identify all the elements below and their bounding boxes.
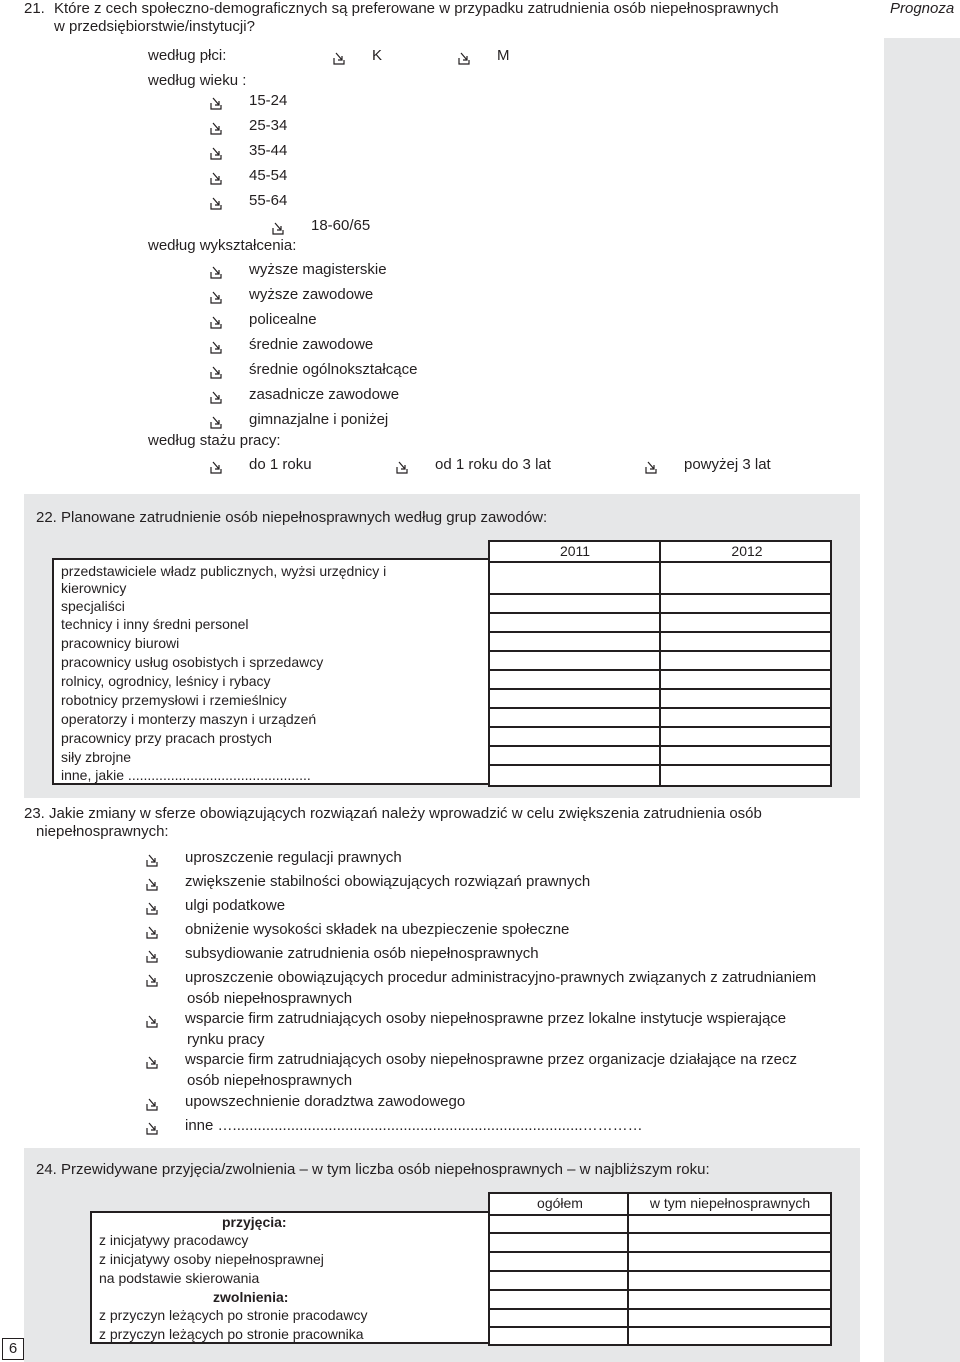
q21-title-line2: w przedsiębiorstwie/instytucji?	[54, 18, 255, 35]
q22-row-label: pracownicy przy pracach prostych	[61, 730, 272, 746]
checkbox-icon[interactable]	[210, 415, 226, 429]
q23-option: uproszczenie regulacji prawnych	[185, 849, 402, 866]
q23-option: wsparcie firm zatrudniających osoby niepełnosprawne przez lokalne instytucje wspierające	[185, 1010, 787, 1027]
q23-option: obniżenie wysokości składek na ubezpieczenie społeczne	[185, 921, 570, 938]
age-option: 25-34	[249, 117, 288, 134]
q22-row-label: robotnicy przemysłowi i rzemieślnicy	[61, 692, 287, 708]
checkbox-icon[interactable]	[396, 460, 412, 474]
q24-layoffs-label: zwolnienia:	[213, 1289, 289, 1305]
education-option: średnie zawodowe	[249, 336, 374, 353]
checkbox-icon[interactable]	[210, 365, 226, 379]
q22-row-label: pracownicy usług osobistych i sprzedawcy	[61, 654, 324, 670]
q22-row-label: przedstawiciele władz publicznych, wyżsi urzędnicy i	[61, 563, 387, 579]
checkbox-icon[interactable]	[210, 171, 226, 185]
checkbox-icon[interactable]	[210, 290, 226, 304]
checkbox-icon[interactable]	[146, 925, 162, 939]
q22-row-label: specjaliści	[61, 598, 125, 614]
q22-row-label: kierownicy	[61, 580, 127, 596]
checkbox-icon[interactable]	[210, 146, 226, 160]
checkbox-icon[interactable]	[210, 390, 226, 404]
q23-title-line2: niepełnosprawnych:	[36, 823, 169, 840]
checkbox-icon[interactable]	[146, 973, 162, 987]
checkbox-icon[interactable]	[146, 901, 162, 915]
q23-option: subsydiowanie zatrudnienia osób niepełnosprawnych	[185, 945, 539, 962]
q23-option-cont: rynku pracy	[187, 1031, 265, 1048]
page-number: 6	[2, 1338, 24, 1360]
checkbox-icon[interactable]	[333, 51, 349, 65]
age-option: 45-54	[249, 167, 288, 184]
age-option: 18-60/65	[311, 217, 371, 234]
age-option: 15-24	[249, 92, 288, 109]
q23-option: inne …....................................................................................…………	[185, 1117, 643, 1134]
gender-label: według płci:	[148, 47, 227, 64]
q22-table-right	[488, 540, 832, 787]
tenure-option: od 1 roku do 3 lat	[435, 456, 551, 473]
checkbox-icon[interactable]	[146, 1097, 162, 1111]
q22-row-label: pracownicy biurowi	[61, 635, 180, 651]
q22-col-2011: 2011	[559, 543, 591, 559]
checkbox-icon[interactable]	[146, 1055, 162, 1069]
gender-option-m: M	[497, 47, 510, 64]
q24-title: 24. Przewidywane przyjęcia/zwolnienia – w tym liczba osób niepełnosprawnych – w najbliższym roku:	[36, 1161, 710, 1178]
checkbox-icon[interactable]	[210, 121, 226, 135]
q23-title-line1: 23. Jakie zmiany w sferze obowiązujących rozwiązań należy wprowadzić w celu zwiększenia zatrudnienia osób	[24, 805, 762, 822]
q23-option: wsparcie firm zatrudniających osoby niepełnosprawne przez organizacje działające na rzecz	[185, 1051, 797, 1068]
checkbox-icon[interactable]	[210, 265, 226, 279]
q22-col-2012: 2012	[731, 543, 763, 559]
q22-row-label: siły zbrojne	[61, 749, 132, 765]
q24-table-right	[488, 1192, 832, 1346]
q24-row-label: na podstawie skierowania	[99, 1270, 260, 1286]
q24-row-label: z inicjatywy osoby niepełnosprawnej	[99, 1251, 324, 1267]
q23-option-cont: osób niepełnosprawnych	[187, 990, 353, 1007]
checkbox-icon[interactable]	[146, 1014, 162, 1028]
education-option: zasadnicze zawodowe	[249, 386, 400, 403]
education-option: policealne	[249, 311, 317, 328]
checkbox-icon[interactable]	[210, 96, 226, 110]
q22-row-label: technicy i inny średni personel	[61, 616, 249, 632]
checkbox-icon[interactable]	[272, 221, 288, 235]
checkbox-icon[interactable]	[146, 877, 162, 891]
q23-option: ulgi podatkowe	[185, 897, 286, 914]
q24-hires-label: przyjęcia:	[222, 1214, 287, 1230]
q23-option: upowszechnienie doradztwa zawodowego	[185, 1093, 466, 1110]
education-option: wyższe zawodowe	[249, 286, 374, 303]
q24-row-label: z przyczyn leżących po stronie pracodawcy	[99, 1307, 368, 1323]
checkbox-icon[interactable]	[146, 853, 162, 867]
checkbox-icon[interactable]	[210, 315, 226, 329]
q22-row-label: operatorzy i monterzy maszyn i urządzeń	[61, 711, 317, 727]
education-option: średnie ogólnokształcące	[249, 361, 418, 378]
tenure-option: do 1 roku	[249, 456, 312, 473]
q24-col-total: ogółem	[537, 1195, 583, 1211]
age-option: 35-44	[249, 142, 288, 159]
checkbox-icon[interactable]	[210, 196, 226, 210]
age-label: według wieku :	[148, 72, 247, 89]
q23-option: zwiększenie stabilności obowiązujących rozwiązań prawnych	[185, 873, 591, 890]
q24-row-label: z inicjatywy pracodawcy	[99, 1232, 249, 1248]
checkbox-icon[interactable]	[458, 51, 474, 65]
checkbox-icon[interactable]	[146, 1121, 162, 1135]
tenure-label: według stażu pracy:	[148, 432, 281, 449]
q21-title-line1: Które z cech społeczno-demograficznych są preferowane w przypadku zatrudnienia osób niepełnosprawnych	[54, 0, 779, 17]
education-option: wyższe magisterskie	[249, 261, 387, 278]
gender-option-k: K	[372, 47, 383, 64]
q21-number: 21.	[24, 0, 45, 17]
checkbox-icon[interactable]	[146, 949, 162, 963]
q22-row-label: rolnicy, ogrodnicy, leśnicy i rybacy	[61, 673, 271, 689]
q23-option-cont: osób niepełnosprawnych	[187, 1072, 353, 1089]
side-margin	[884, 38, 960, 1362]
checkbox-icon[interactable]	[645, 460, 661, 474]
q24-col-disabled: w tym niepełnosprawnych	[649, 1195, 811, 1211]
q23-option: uproszczenie obowiązujących procedur administracyjno-prawnych związanych z zatrudnianiem	[185, 969, 817, 986]
q22-row-label: inne, jakie ...............................................	[61, 767, 311, 783]
tenure-option: powyżej 3 lat	[684, 456, 771, 473]
checkbox-icon[interactable]	[210, 460, 226, 474]
side-label: Prognoza	[890, 0, 955, 17]
education-option: gimnazjalne i poniżej	[249, 411, 389, 428]
education-label: według wykształcenia:	[148, 237, 297, 254]
checkbox-icon[interactable]	[210, 340, 226, 354]
age-option: 55-64	[249, 192, 288, 209]
q22-title: 22. Planowane zatrudnienie osób niepełnosprawnych według grup zawodów:	[36, 509, 548, 526]
q24-row-label: z przyczyn leżących po stronie pracownika	[99, 1326, 364, 1342]
